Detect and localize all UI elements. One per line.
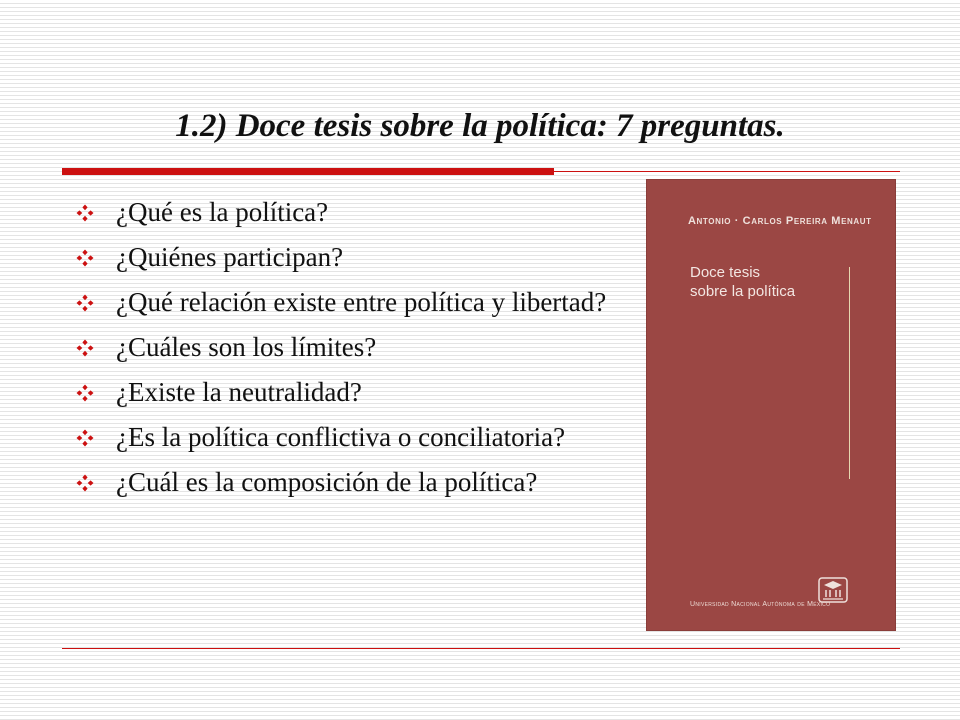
footer-divider: [62, 648, 900, 649]
diamond-bullet-icon: [76, 339, 94, 357]
diamond-bullet-icon: [76, 249, 94, 267]
list-item: [72, 421, 642, 453]
book-title-line: Doce tesis: [690, 264, 761, 281]
question-text: ¿Qué es la política?: [116, 197, 329, 227]
list-item: [72, 286, 642, 318]
question-text: ¿Es la política conflictiva o conciliatoria?: [116, 422, 566, 452]
diamond-bullet-icon: [76, 204, 94, 222]
list-item: [72, 466, 642, 498]
question-list: [72, 196, 642, 511]
book-title-line: sobre la política: [690, 283, 796, 300]
diamond-bullet-icon: [76, 429, 94, 447]
diamond-bullet-icon: [76, 474, 94, 492]
book-cover-image: [646, 179, 896, 631]
list-item: [72, 376, 642, 408]
list-item: [72, 331, 642, 363]
book-title: [690, 263, 840, 301]
book-divider-line: [849, 267, 850, 479]
question-text: ¿Cuáles son los límites?: [116, 332, 377, 362]
list-item: [72, 196, 642, 228]
book-publisher: Universidad Nacional Autónoma de México: [690, 601, 831, 608]
slide-title: 1.2) Doce tesis sobre la política: 7 preguntas.: [175, 108, 785, 144]
question-text: ¿Cuál es la composición de la política?: [116, 467, 538, 497]
question-text: ¿Qué relación existe entre política y libertad?: [116, 287, 607, 317]
diamond-bullet-icon: [76, 384, 94, 402]
question-text: ¿Quiénes participan?: [116, 242, 344, 272]
title-underline-thin: [554, 171, 900, 172]
list-item: [72, 241, 642, 273]
question-text: ¿Existe la neutralidad?: [116, 377, 362, 407]
diamond-bullet-icon: [76, 294, 94, 312]
title-underline-thick: [62, 168, 554, 175]
book-author: Antonio · Carlos Pereira Menaut: [688, 215, 872, 227]
